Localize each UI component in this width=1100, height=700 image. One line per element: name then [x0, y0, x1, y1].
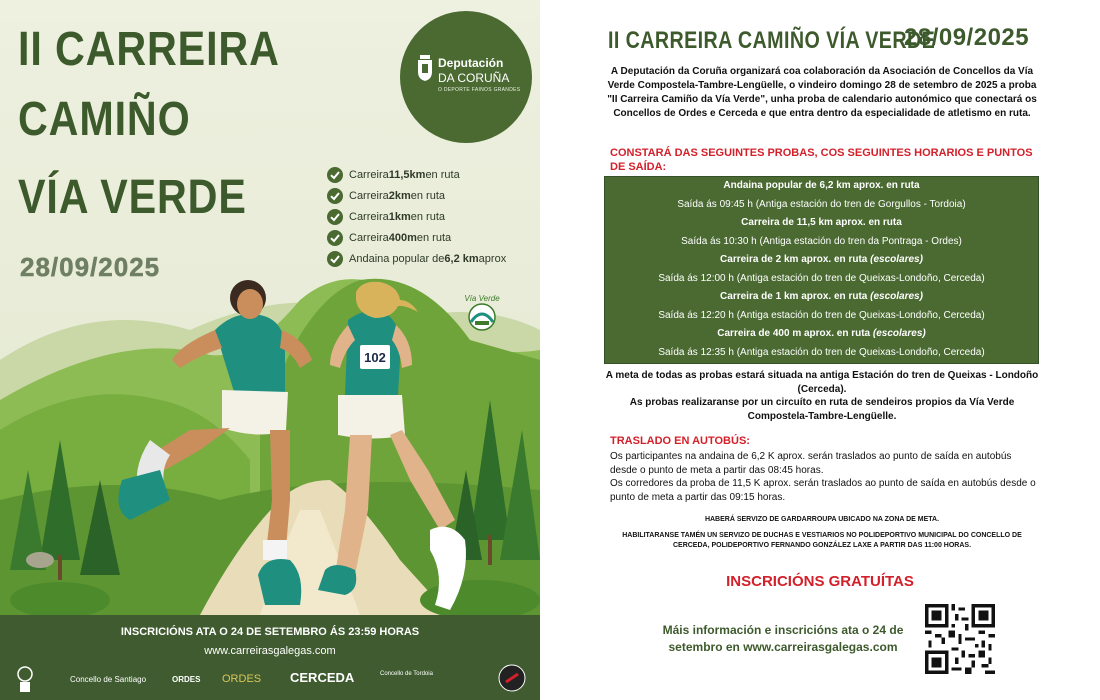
races-table	[604, 176, 1039, 364]
sponsor-club-icon	[498, 664, 526, 692]
race-name: Carreira de 2 km aprox. en ruta (escolares)	[720, 254, 923, 265]
deputacion-logo	[400, 11, 532, 143]
feature-text: Carreira	[349, 189, 389, 202]
poster-title-line-1: II CARREIRA	[18, 23, 280, 76]
cloakroom-note: HABERÁ SERVIZO DE GARDARROUPA UBICADO NA ZONA DE META.	[704, 516, 940, 523]
feature-text: en ruta	[416, 231, 452, 244]
race-start: Saída ás 10:30 h (Antiga estación do tren da Pontraga - Ordes)	[681, 235, 962, 247]
sponsor-cerceda: CERCEDA	[290, 670, 355, 685]
via-verde-logo-text: Vía Verde	[464, 294, 500, 303]
sponsor-ordes: ORDES	[172, 675, 201, 684]
feature-text: en ruta	[410, 210, 446, 223]
qr-code-icon[interactable]	[925, 604, 995, 674]
check-icon	[327, 188, 343, 204]
feature-bold: 1km	[388, 210, 411, 223]
race-tag: (escolares)	[870, 254, 923, 265]
more-info[interactable]: Máis información e inscricións ata o 24 de setembro en www.carreirasgalegas.com	[662, 623, 904, 654]
race-name: Carreira de 400 m aprox. en ruta (escolares)	[717, 328, 926, 339]
sponsor-tordoia: Concello de Tordoia	[380, 671, 433, 677]
race-start: Saída ás 12:00 h (Antiga estación do tren de Queixas-Londoño, Cerceda)	[658, 272, 985, 284]
bus-info-run: Os corredores da proba de 11,5 K aprox. serán traslados ao punto de saída en autobús desde o punto de meta a partir das 09:15 horas.	[610, 478, 1036, 503]
sponsor-logos	[0, 662, 540, 696]
race-tag: (escolares)	[870, 291, 923, 302]
race-start: Saída ás 09:45 h (Antiga estación do tren de Gorgullos - Tordoia)	[677, 198, 966, 210]
race-poster	[0, 0, 540, 700]
race-features-list	[327, 164, 506, 269]
race-name: Andaina popular de 6,2 km aprox. en ruta	[723, 180, 920, 191]
brand-name: Deputación	[438, 56, 504, 70]
races-heading: CONSTARÁ DAS SEGUINTES PROBAS, COS SEGUINTES HORARIOS E PUNTOS DE SAÍDA:	[610, 147, 1033, 173]
bus-info-walk: Os participantes na andaina de 6,2 K aprox. serán traslados ao punto de saída en autobús desde o punto de meta a partir das 08:45 horas.	[610, 451, 1012, 476]
free-registration: INSCRICIÓNS GRATUÍTAS	[726, 573, 914, 590]
race-name: Carreira de 11,5 km aprox. en ruta	[741, 217, 902, 228]
sponsor-ordes-alt: ORDES	[222, 673, 262, 685]
poster-date: 28/09/2025	[20, 252, 161, 282]
feature-bold: 400m	[388, 231, 417, 244]
race-info-flyer	[540, 0, 1100, 700]
bus-heading: TRASLADO EN AUTOBÚS:	[610, 435, 750, 447]
check-icon	[327, 167, 343, 183]
feature-text: aprox	[478, 252, 507, 265]
finish-location: A meta de todas as probas estará situada na antiga Estación do tren de Queixas - Londoño (Cerceda).	[605, 370, 1039, 395]
brand-subname: DA CORUÑA	[438, 71, 510, 85]
feature-bold: 11,5km	[388, 168, 426, 181]
course-description: As probas realizaranse por un circuíto en ruta de sendeiros propios da Vía Verde Compostela-Tambre-Lengüelle.	[629, 397, 1015, 422]
check-icon	[327, 209, 343, 225]
finish-info	[604, 369, 1040, 423]
flyer-title: II CARREIRA CAMIÑO VÍA VERDE	[608, 27, 936, 54]
intro-paragraph: A Deputación da Coruña organizará coa colaboración da Asociación de Concellos da Vía Verde Compostela-Tambre-Lengüelle, o vindeiro domingo 28 de setembro de 2025 a proba "II Carreira Camiño da Vía Verde", unha proba de calendario autonómico que conectará os Concellos de Ordes e Cerceda e que entra dentro da especialidade de atletismo en ruta.	[607, 66, 1037, 119]
check-icon	[327, 251, 343, 267]
feature-bold: 2km	[388, 189, 411, 202]
feature-text: Carreira	[349, 168, 389, 181]
race-start: Saída ás 12:35 h (Antiga estación do tren de Queixas-Londoño, Cerceda)	[658, 346, 985, 358]
feature-text: en ruta	[425, 168, 460, 181]
feature-text: Carreira	[349, 231, 389, 244]
race-tag: (escolares)	[872, 328, 926, 339]
registration-website[interactable]: www.carreirasgalegas.com	[204, 645, 336, 657]
race-start: Saída ás 12:20 h (Antiga estación do tren de Queixas-Londoño, Cerceda)	[658, 309, 985, 321]
feature-item	[327, 164, 506, 185]
feature-item	[327, 227, 506, 248]
sponsor-emblem-icon	[12, 664, 38, 694]
feature-text: en ruta	[410, 189, 446, 202]
poster-title-line-2: CAMIÑO	[18, 93, 191, 146]
flyer-date: 28/09/2025	[904, 24, 1030, 51]
registration-deadline: INSCRICIÓNS ATA O 24 DE SETEMBRO ÁS 23:59 HORAS	[120, 626, 420, 638]
brand-tagline: O DEPORTE FAINOS GRANDES	[438, 87, 521, 93]
sponsor-concello-santiago: Concello de Santiago	[70, 675, 147, 684]
race-name: Carreira de 1 km aprox. en ruta (escolares)	[720, 291, 923, 302]
showers-note: HABILITARANSE TAMÉN UN SERVIZO DE DUCHAS E VESTIARIOS NO POLIDEPORTIVO MUNICIPAL DO CONCELLO DE CERCEDA, POLIDEPORTIVO FERNANDO GONZÁLEZ LAXE A PARTIR DAS 11:00 HORAS.	[622, 532, 1022, 549]
bib-number: 102	[364, 350, 386, 365]
feature-text: Carreira	[349, 210, 389, 223]
poster-title-line-3: VÍA VERDE	[18, 171, 247, 224]
via-verde-logo	[455, 292, 505, 336]
feature-item	[327, 185, 506, 206]
check-icon	[327, 230, 343, 246]
feature-item	[327, 206, 506, 227]
feature-text: Andaina popular de	[349, 252, 445, 265]
shield-icon	[417, 55, 433, 81]
feature-item	[327, 248, 506, 269]
bus-info	[610, 450, 1040, 504]
feature-bold: 6,2 km	[444, 252, 479, 265]
